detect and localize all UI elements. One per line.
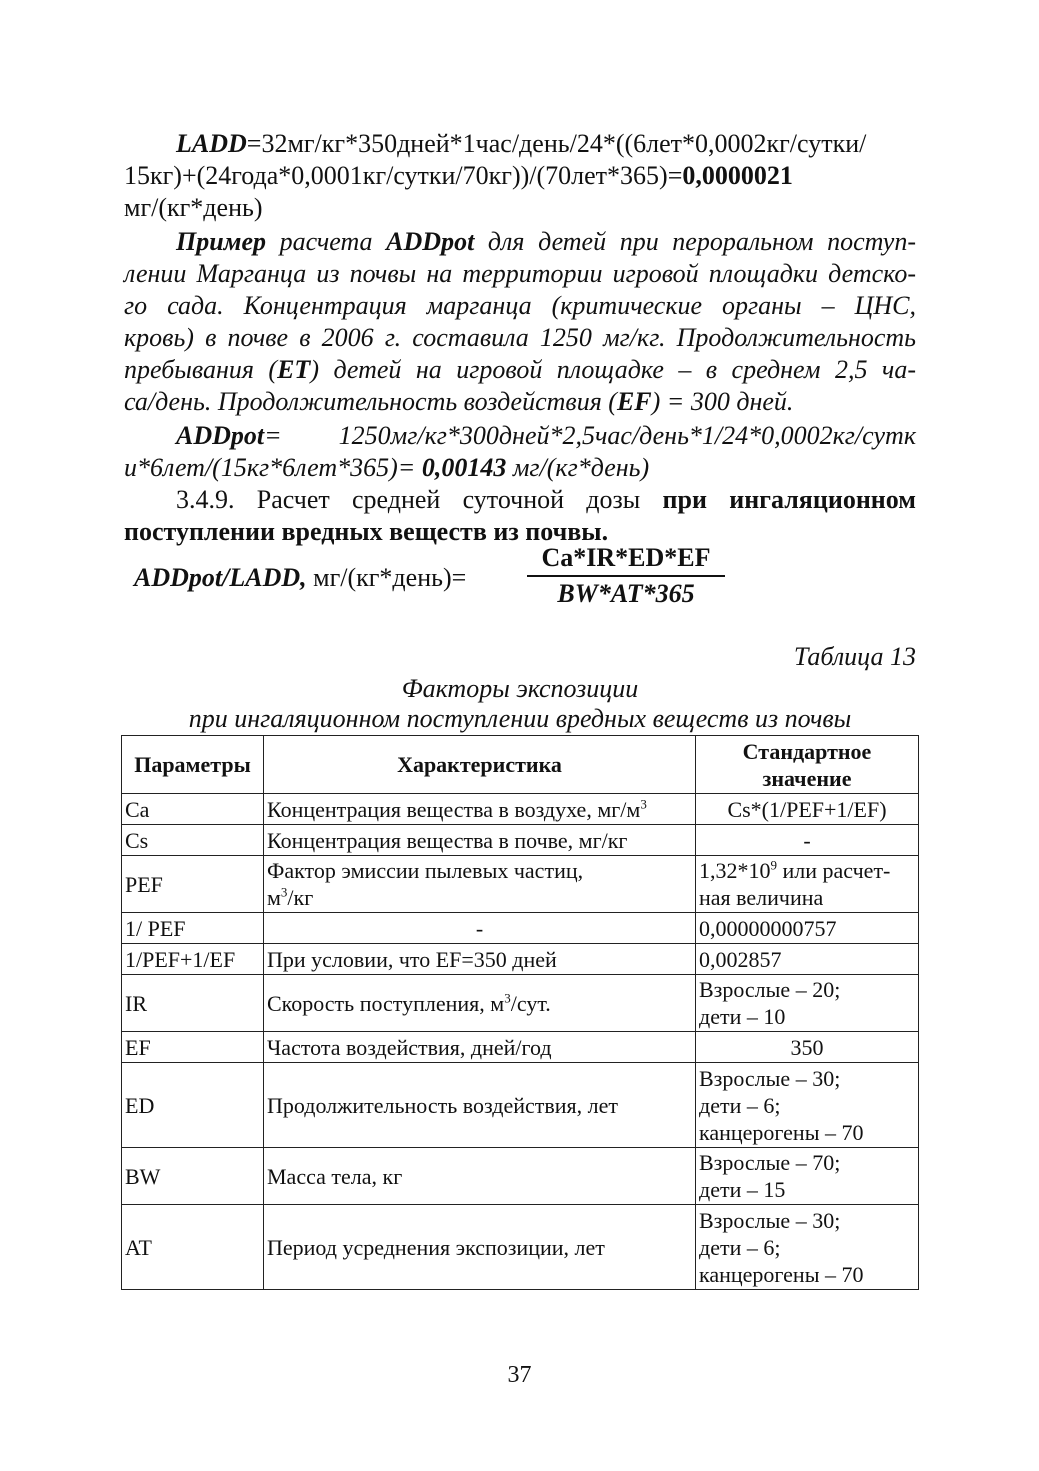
- header-characteristic: Характеристика: [264, 736, 696, 794]
- table-row: PEF Фактор эмиссии пылевых частиц, $м^3/кг$ $1,32*10^9$ или расчет- ная величина: [122, 856, 919, 913]
- example-line-3: го сада. Концентрация марганца (критические органы – ЦНС,: [124, 291, 916, 320]
- table-title: Факторы экспозиции: [401, 674, 639, 703]
- example-line-6: са/день. Продолжительность воздействия (EF) = 300 дней.: [124, 387, 794, 416]
- example-line-2: лении Марганца из почвы на территории игровой площадки детско-: [124, 259, 916, 288]
- addpot-result: 0,00143: [421, 453, 507, 482]
- table-label: Таблица 13: [793, 642, 916, 671]
- page-number: 37: [507, 1362, 532, 1388]
- formula-fraction: [527, 543, 725, 609]
- table-row: 1/ PEF - 0,00000000757: [122, 913, 919, 944]
- example-line-5: пребывания (ET) детей на игровой площадке – в среднем 2,5 ча-: [124, 355, 916, 384]
- table-row: 1/PEF+1/EF При условии, что EF=350 дней 0,002857: [122, 944, 919, 975]
- table-row: Cs Концентрация вещества в почве, мг/кг -: [122, 825, 919, 856]
- example-line-4: кровь) в почве в 2006 г. составила 1250 мг/кг. Продолжительность: [124, 323, 916, 352]
- formula-denominator: BW*AT*365: [557, 579, 695, 608]
- table-row: IR Скорость поступления, $м^3$/сут. Взрослые – 20; дети – 10: [122, 975, 919, 1032]
- formula-label: ADDpot/LADD, мг/(кг*день)=: [134, 563, 467, 592]
- ladd-line-1: LADD=32мг/кг*350дней*1час/день/24*((6лет*0,0002кг/сутки/: [176, 129, 867, 158]
- section-heading-line-2: поступлении вредных веществ из почвы.: [124, 517, 609, 546]
- header-parameters: Параметры: [122, 736, 264, 794]
- table-row: BW Масса тела, кг Взрослые – 70; дети – 15: [122, 1148, 919, 1205]
- table-row: ED Продолжительность воздействия, лет Взрослые – 30; дети – 6; канцерогены – 70: [122, 1063, 919, 1148]
- table-subtitle: при ингаляционном поступлении вредных веществ из почвы: [188, 704, 852, 733]
- ladd-line-2: 15кг)+(24года*0,0001кг/сутки/70кг))/(70лет*365)=0,0000021: [124, 161, 793, 190]
- table-row: Ca Концентрация вещества в воздухе, $мг/м^3$ Cs*(1/PEF+1/EF): [122, 794, 919, 825]
- ladd-result: 0,0000021: [682, 161, 793, 190]
- ladd-line-3: мг/(кг*день): [124, 193, 263, 222]
- table-row: AT Период усреднения экспозиции, лет Взрослые – 30; дети – 6; канцерогены – 70: [122, 1205, 919, 1290]
- example-line-1: Пример расчета ADDpot для детей при пероральном поступ-: [176, 227, 916, 256]
- table-row: EF Частота воздействия, дней/год 350: [122, 1032, 919, 1063]
- section-heading-line-1: 3.4.9. Расчет средней суточной дозы при ингаляционном: [176, 485, 916, 514]
- header-standard-value: Стандартное значение: [696, 736, 919, 794]
- addpot-line-2: и*6лет/(15кг*6лет*365)= 0,00143 мг/(кг*день): [124, 453, 650, 482]
- addpot-line-1: ADDpot= 1250мг/кг*300дней*2,5час/день*1/24*0,0002кг/сутк: [176, 421, 916, 450]
- exposure-factors-table: [121, 735, 919, 1290]
- formula-numerator: Ca*IR*ED*EF: [527, 543, 725, 577]
- table-header-row: [122, 736, 919, 794]
